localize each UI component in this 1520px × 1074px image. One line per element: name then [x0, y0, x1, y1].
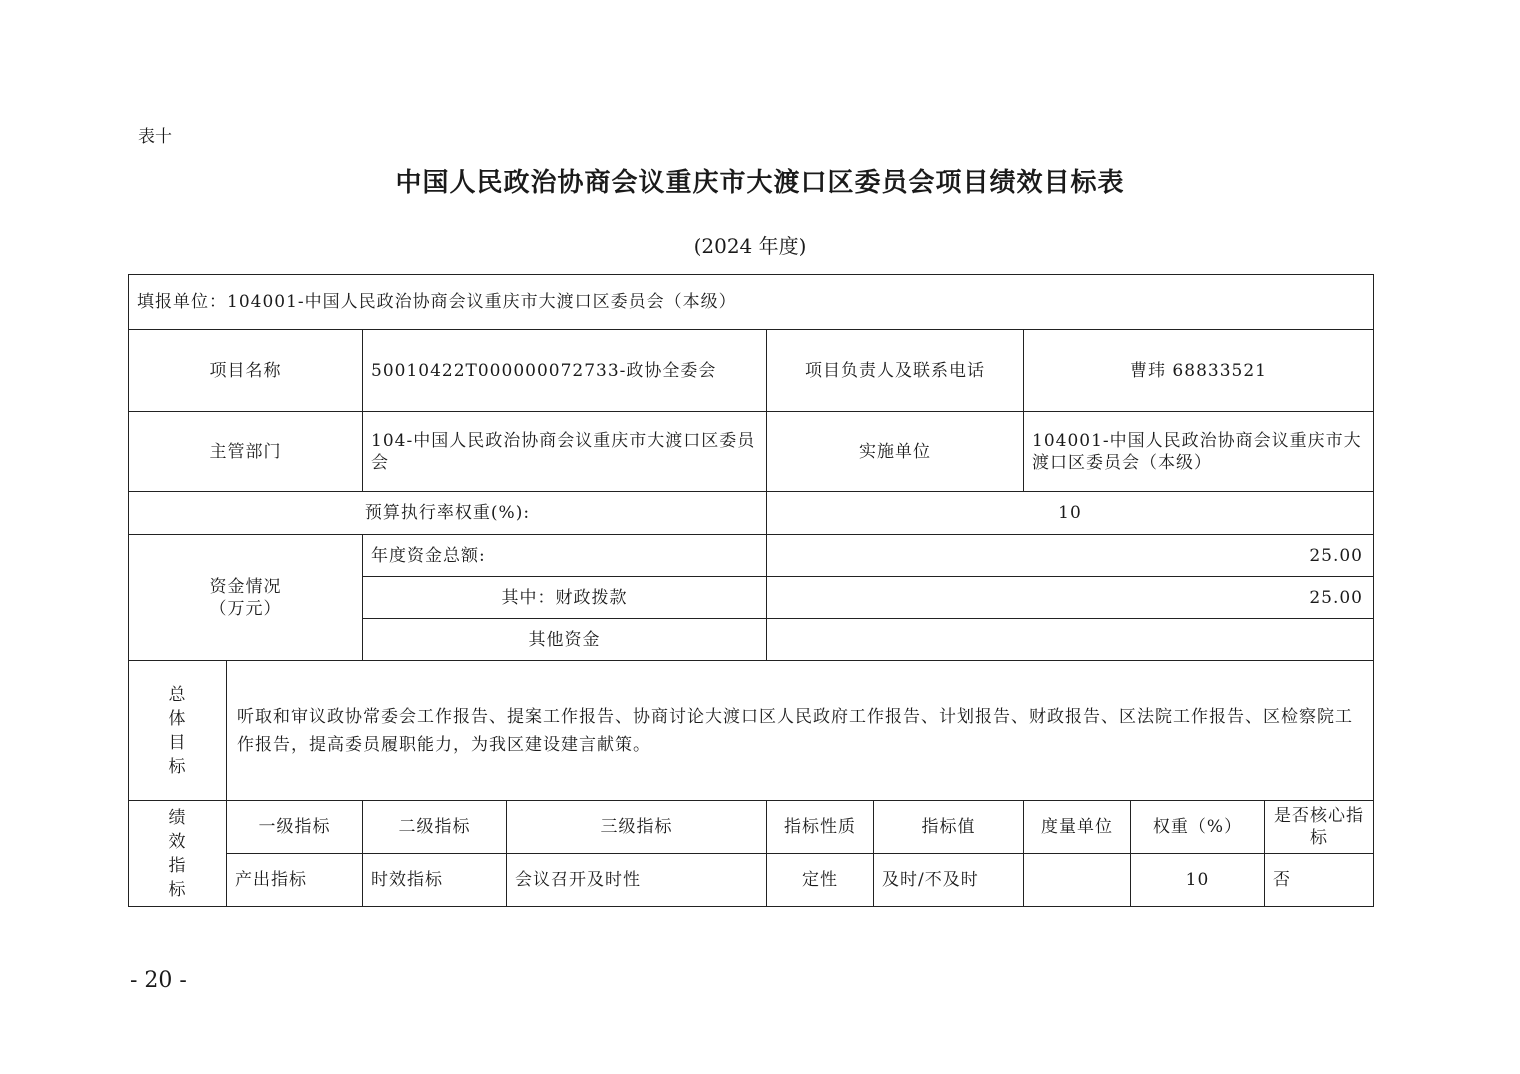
- indicator-value: 及时/不及时: [874, 854, 1024, 907]
- budget-rate-value: 10: [767, 492, 1374, 535]
- overall-goal-label: 总 体 目 标: [129, 661, 227, 801]
- funds-label: [129, 535, 363, 661]
- annual-total-row: [129, 535, 1374, 577]
- header-level2: 二级指标: [363, 801, 507, 854]
- indicator-weight: 10: [1131, 854, 1265, 907]
- header-nature: 指标性质: [767, 801, 874, 854]
- overall-goal-row: [129, 661, 1374, 801]
- header-level3: 三级指标: [507, 801, 767, 854]
- funds-label-line2: （万元）: [209, 598, 282, 619]
- project-contact-label: 项目负责人及联系电话: [767, 330, 1024, 412]
- reporting-unit: 填报单位：104001-中国人民政治协商会议重庆市大渡口区委员会（本级）: [129, 275, 1374, 330]
- document-year: (2024 年度): [693, 234, 807, 258]
- header-core: 是否核心指标: [1265, 801, 1374, 854]
- budget-rate-row: [129, 492, 1374, 535]
- indicator-core: 否: [1265, 854, 1374, 907]
- project-name-label: 项目名称: [129, 330, 363, 412]
- other-funds-value: [767, 619, 1374, 661]
- project-contact-value: 曹玮 68833521: [1024, 330, 1374, 412]
- header-weight: 权重（%）: [1131, 801, 1265, 854]
- indicator-row: [129, 854, 1374, 907]
- indicator-nature: 定性: [767, 854, 874, 907]
- indicator-header-row: [129, 801, 1374, 854]
- indicator-unit: [1024, 854, 1131, 907]
- annual-total-label: 年度资金总额:: [363, 535, 767, 577]
- department-value: 104-中国人民政治协商会议重庆市大渡口区委员会: [363, 412, 767, 492]
- header-value: 指标值: [874, 801, 1024, 854]
- reporting-unit-row: [129, 275, 1374, 330]
- indicator-level2: 时效指标: [363, 854, 507, 907]
- indicator-level1: 产出指标: [227, 854, 363, 907]
- fiscal-label: 其中：财政拨款: [363, 577, 767, 619]
- budget-rate-label: 预算执行率权重(%):: [129, 492, 767, 535]
- project-name-row: [129, 330, 1374, 412]
- department-row: [129, 412, 1374, 492]
- implementing-unit-value: 104001-中国人民政治协商会议重庆市大渡口区委员会（本级）: [1024, 412, 1374, 492]
- department-label: 主管部门: [129, 412, 363, 492]
- performance-target-table: [128, 274, 1374, 907]
- project-name-value: 50010422T000000072733-政协全委会: [363, 330, 767, 412]
- indicator-level3: 会议召开及时性: [507, 854, 767, 907]
- fiscal-value: 25.00: [767, 577, 1374, 619]
- funds-label-line1: 资金情况: [209, 576, 282, 597]
- page-number: - 20 -: [130, 968, 187, 993]
- implementing-unit-label: 实施单位: [767, 412, 1024, 492]
- header-unit: 度量单位: [1024, 801, 1131, 854]
- document-title: 中国人民政治协商会议重庆市大渡口区委员会项目绩效目标表: [395, 168, 1125, 198]
- header-level1: 一级指标: [227, 801, 363, 854]
- annual-total-value: 25.00: [767, 535, 1374, 577]
- table-label: 表十: [138, 127, 172, 147]
- other-funds-label: 其他资金: [363, 619, 767, 661]
- overall-goal-text: 听取和审议政协常委会工作报告、提案工作报告、协商讨论大渡口区人民政府工作报告、计划报告、财政报告、区法院工作报告、区检察院工作报告，提高委员履职能力，为我区建设建言献策。: [227, 661, 1374, 801]
- indicators-label: 绩 效 指 标: [129, 801, 227, 907]
